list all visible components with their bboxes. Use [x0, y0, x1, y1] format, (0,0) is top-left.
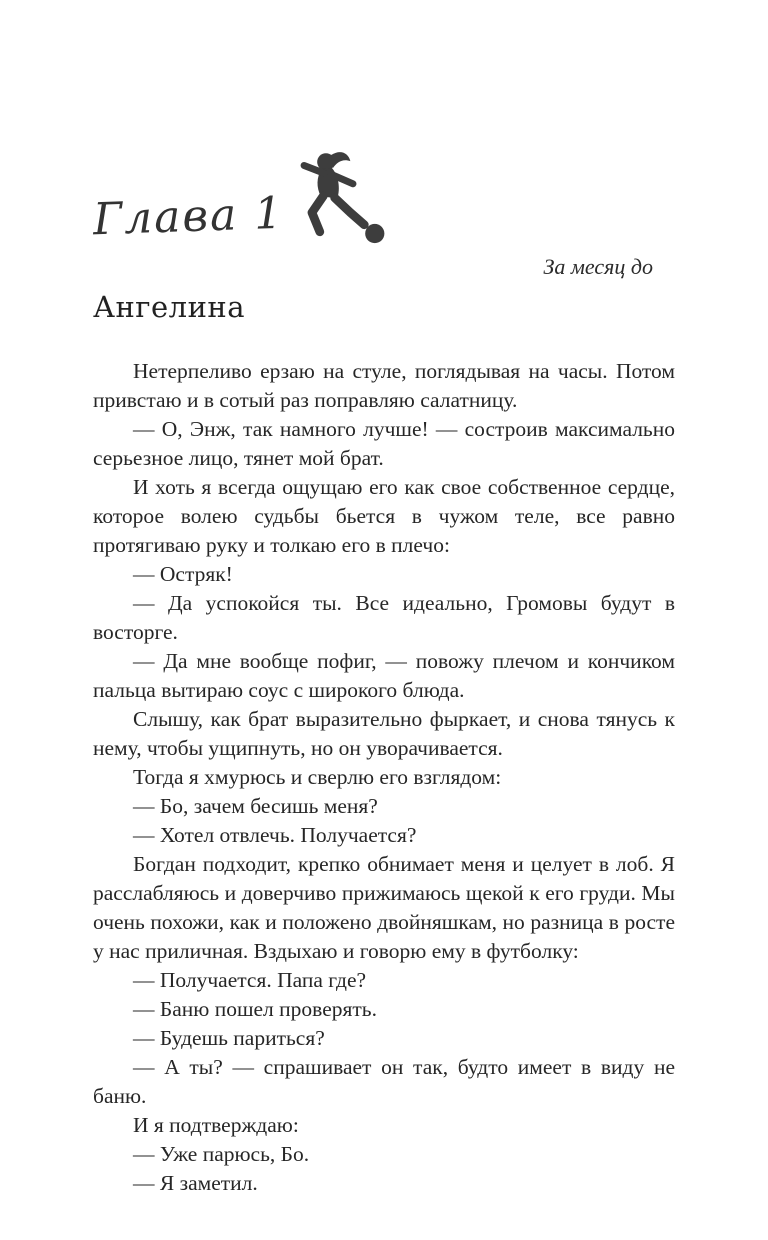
paragraph: Нетерпеливо ерзаю на стуле, поглядывая на часы. Потом привстаю и в сотый раз поправляю салатницу. — [93, 359, 675, 412]
paragraph: — Баню пошел проверять. — [133, 997, 377, 1021]
paragraph: — А ты? — спрашивает он так, будто имеет в виду не баню. — [93, 1055, 675, 1108]
paragraph: — Я заметил. — [133, 1171, 258, 1195]
epigraph-text: За месяц до — [543, 254, 653, 279]
paragraph: — Да успокойся ты. Все идеально, Громовы будут в восторге. — [93, 591, 675, 644]
paragraph: И хоть я всегда ощущаю его как свое собственное сердце, которое волею судьбы бьется в чужом теле, все равно протягиваю руку и толкаю его в плечо: — [93, 475, 675, 557]
paragraph: — Получается. Папа где? — [133, 968, 367, 992]
paragraph: — Хотел отвлечь. Получается? — [133, 823, 417, 847]
paragraph: Тогда я хмурюсь и сверлю его взглядом: — [133, 765, 502, 789]
paragraph: — О, Энж, так намного лучше! — состроив максимально серьезное лицо, тянет мой брат. — [93, 417, 675, 470]
soccer-player-icon — [290, 148, 388, 244]
paragraph: И я подтверждаю: — [133, 1113, 299, 1137]
chapter-title: Глава 1 — [92, 187, 286, 246]
chapter-header — [93, 148, 675, 244]
section-heading: Ангелина — [93, 290, 246, 324]
paragraph: — Да мне вообще пофиг, — повожу плечом и кончиком пальца вытираю соус с широкого блюда. — [93, 649, 675, 702]
paragraph: — Бо, зачем бесишь меня? — [133, 794, 378, 818]
paragraph: — Будешь париться? — [133, 1026, 325, 1050]
body-text — [93, 357, 675, 1198]
paragraph: — Уже парюсь, Бо. — [133, 1142, 310, 1166]
paragraph: — Остряк! — [133, 562, 233, 586]
paragraph: Богдан подходит, крепко обнимает меня и целует в лоб. Я расслабляюсь и доверчиво прижимаюсь щекой к его груди. Мы очень похожи, как и положено двойняшкам, но разница в росте у нас приличная. Вздыхаю и говорю ему в футболку: — [93, 852, 675, 963]
paragraph: Слышу, как брат выразительно фыркает, и снова тянусь к нему, чтобы ущипнуть, но он уворачивается. — [93, 707, 675, 760]
